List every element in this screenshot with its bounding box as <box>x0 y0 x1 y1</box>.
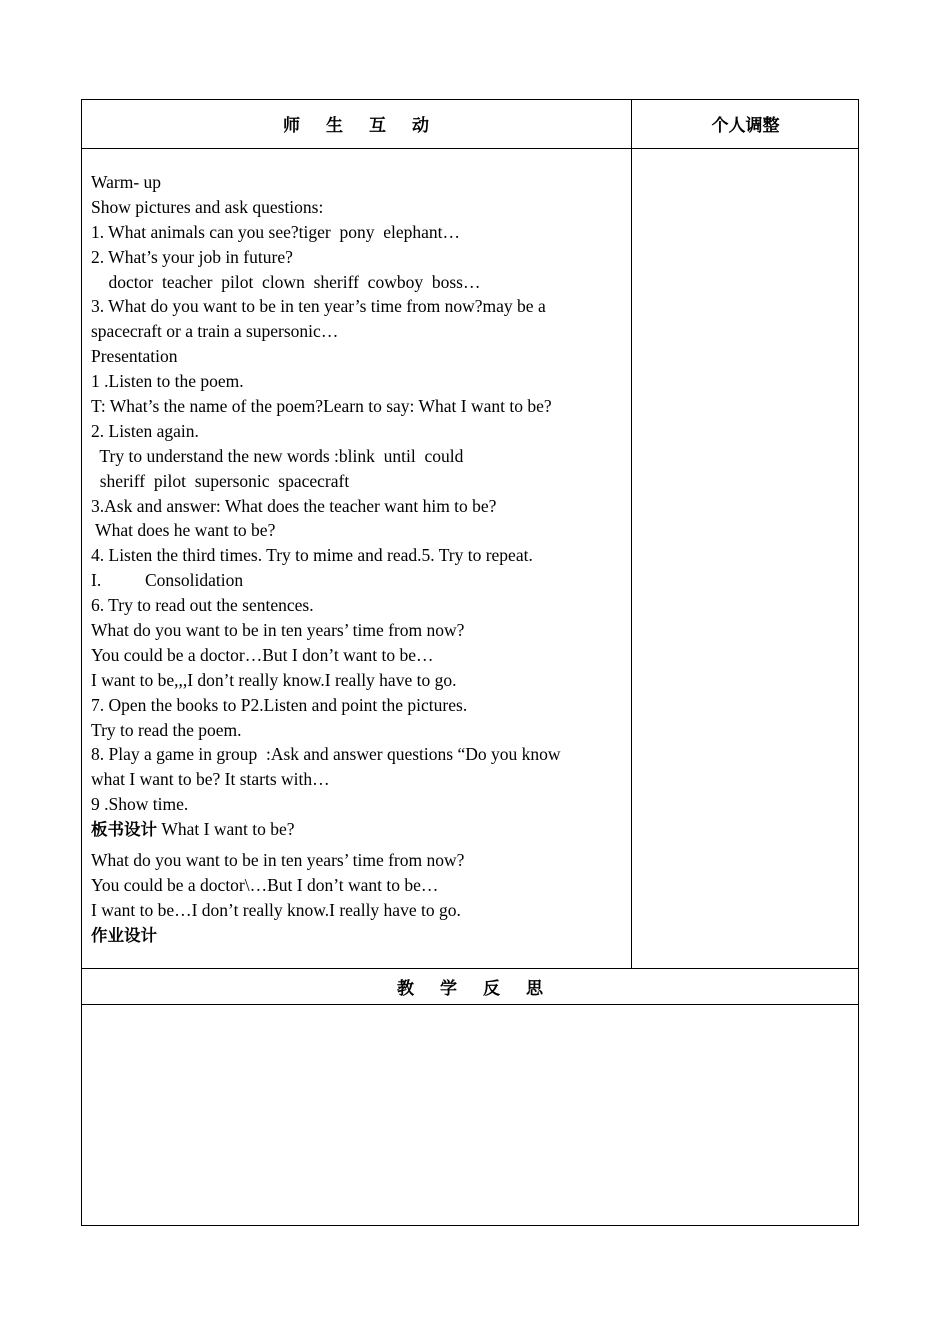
lesson-line: You could be a doctor…But I don’t want to be… <box>91 644 434 665</box>
reflection-header: 教学反思 <box>397 979 569 999</box>
lesson-line: 2. Listen again. <box>91 420 199 441</box>
board-line: What do you want to be in ten years’ time from now? <box>91 850 465 871</box>
lesson-line: 1 .Listen to the poem. <box>91 371 244 392</box>
lesson-line: 3. What do you want to be in ten year’s time from now?may be a <box>91 296 546 317</box>
lesson-line: I want to be,,,I don’t really know.I really have to go. <box>91 669 457 690</box>
lesson-line: T: What’s the name of the poem?Learn to say: What I want to be? <box>91 396 552 417</box>
lesson-line: 6. Try to read out the sentences. <box>91 595 314 616</box>
lesson-line: 1. What animals can you see?tiger pony elephant… <box>91 221 461 242</box>
lesson-line: 8. Play a game in group :Ask and answer questions “Do you know <box>91 744 561 765</box>
lesson-line: sheriff pilot supersonic spacecraft <box>91 470 350 491</box>
lesson-line: What do you want to be in ten years’ time from now? <box>91 620 465 641</box>
lesson-line: Presentation <box>91 346 178 367</box>
lesson-content <box>91 170 621 948</box>
lesson-line: 7. Open the books to P2.Listen and point the pictures. <box>91 694 468 715</box>
reflection-header-cell <box>81 969 859 1004</box>
interaction-header: 师生互动 <box>283 116 455 136</box>
homework-line <box>91 923 621 948</box>
reflection-cell[interactable] <box>82 1005 858 1225</box>
adjustment-header: 个人调整 <box>711 116 780 136</box>
lesson-line: 4. Listen the third times. Try to mime and read.5. Try to repeat. <box>91 545 533 566</box>
lesson-line: Show pictures and ask questions: <box>91 196 324 217</box>
board-design-line <box>91 817 621 842</box>
board-design-title: What I want to be? <box>157 819 295 840</box>
homework-label: 作业设计 <box>91 925 157 945</box>
lesson-line: spacecraft or a train a supersonic… <box>91 321 339 342</box>
lesson-line: what I want to be? It starts with… <box>91 769 330 790</box>
lesson-line: Try to read the poem. <box>91 719 242 740</box>
lesson-line: I. Consolidation <box>91 570 244 591</box>
adjustment-header-cell <box>632 99 859 148</box>
adjustment-cell[interactable] <box>632 149 859 968</box>
lesson-line: What does he want to be? <box>91 520 276 541</box>
lesson-line: doctor teacher pilot clown sheriff cowboy boss… <box>91 271 481 292</box>
board-design-label: 板书设计 <box>91 820 157 840</box>
lesson-line: Warm- up <box>91 172 162 192</box>
lesson-line: Try to understand the new words :blink until could <box>91 445 464 466</box>
lesson-line: 3.Ask and answer: What does the teacher want him to be? <box>91 495 497 516</box>
board-line: I want to be…I don’t really know.I really have to go. <box>91 899 461 920</box>
lesson-line: 9 .Show time. <box>91 794 189 815</box>
lesson-line: 2. What’s your job in future? <box>91 246 293 267</box>
interaction-header-cell <box>81 99 631 148</box>
board-line: You could be a doctor\…But I don’t want to be… <box>91 874 439 895</box>
